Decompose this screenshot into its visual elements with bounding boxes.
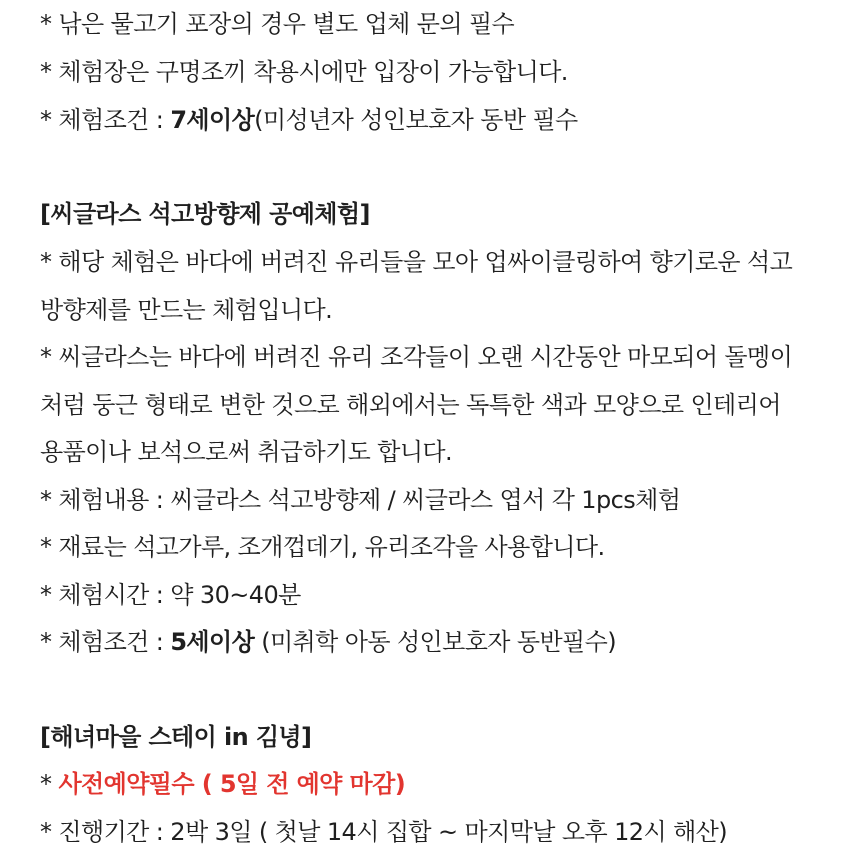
text-line-schedule: * 진행기간 : 2박 3일 ( 첫날 14시 집합 ~ 마지막날 오후 12시 해산) bbox=[40, 818, 727, 846]
condition-1-suffix: (미성년자 성인보호자 동반 필수 bbox=[254, 106, 578, 134]
text-line-materials: * 재료는 석고가루, 조개껍데기, 유리조각을 사용합니다. bbox=[40, 533, 605, 561]
text-line-condition-2 bbox=[40, 626, 616, 658]
text-line-seaglass-about-2: 처럼 둥근 형태로 변한 것으로 해외에서는 독특한 색과 모양으로 인테리어 bbox=[40, 391, 781, 419]
text-line-fishing-note: * 낚은 물고기 포장의 경우 별도 업체 문의 필수 bbox=[40, 10, 515, 38]
reservation-notice: 사전예약필수 ( 5일 전 예약 마감) bbox=[58, 770, 406, 798]
text-line-seaglass-desc-1: * 해당 체험은 바다에 버려진 유리들을 모아 업싸이클링하여 향기로운 석고 bbox=[40, 248, 793, 276]
text-line-condition-1 bbox=[40, 104, 578, 136]
condition-1-age: 7세이상 bbox=[170, 106, 255, 134]
text-line-seaglass-about-3: 용품이나 보석으로써 취급하기도 합니다. bbox=[40, 438, 453, 466]
condition-2-age: 5세이상 bbox=[170, 628, 255, 656]
condition-2-prefix: * 체험조건 : bbox=[40, 628, 171, 656]
text-line-lifejacket-note: * 체험장은 구명조끼 착용시에만 입장이 가능합니다. bbox=[40, 58, 568, 86]
text-line-program-content: * 체험내용 : 씨글라스 석고방향제 / 씨글라스 엽서 각 1pcs체험 bbox=[40, 486, 681, 514]
text-line-reservation-required bbox=[40, 768, 405, 800]
text-line-seaglass-desc-2: 방향제를 만드는 체험입니다. bbox=[40, 296, 333, 324]
section-heading-haenyeo-stay: [해녀마을 스테이 in 김녕] bbox=[40, 723, 312, 751]
text-line-duration: * 체험시간 : 약 30~40분 bbox=[40, 581, 301, 609]
condition-1-prefix: * 체험조건 : bbox=[40, 106, 171, 134]
condition-2-suffix: (미취학 아동 성인보호자 동반필수) bbox=[254, 628, 616, 656]
reservation-prefix: * bbox=[40, 770, 59, 798]
text-line-seaglass-about-1: * 씨글라스는 바다에 버려진 유리 조각들이 오랜 시간동안 마모되어 돌멩이 bbox=[40, 343, 793, 371]
section-heading-seaglass: [씨글라스 석고방향제 공예체험] bbox=[40, 200, 370, 228]
